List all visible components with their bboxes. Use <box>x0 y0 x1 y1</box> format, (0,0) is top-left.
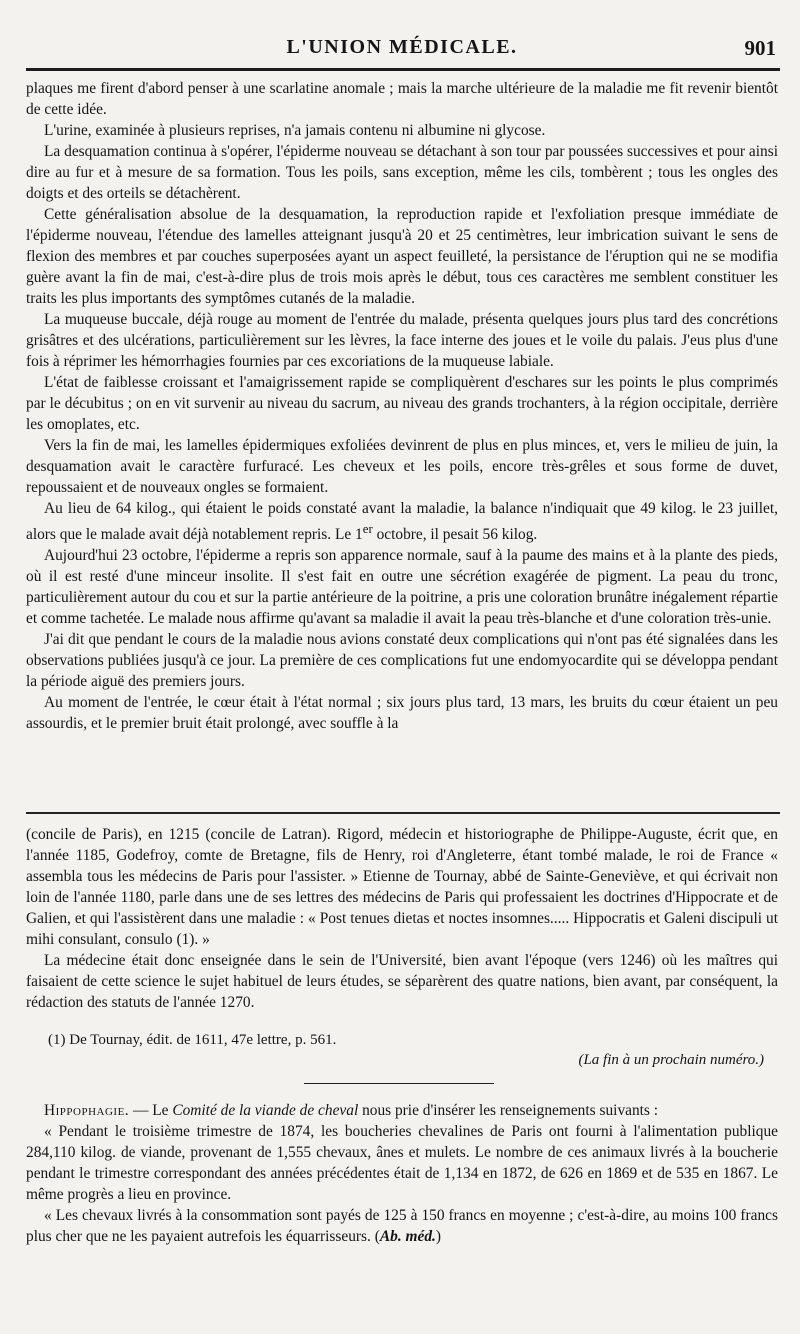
paragraph <box>26 1205 778 1247</box>
paragraph: « Pendant le troisième trimestre de 1874, les boucheries chevalines de Paris ont fourni à l'alimentation publique 284,110 kilog. de viande, provenant de 1,555 chevaux, ânes et mulets. Le nombre de ces animaux livrés à la boucherie pendant le trimestre correspondant des années précédentes était de 1,134 en 1872, de 626 en 1869 et de 535 en 1867. Le même progrès a lieu en province. <box>26 1123 778 1203</box>
paragraph-text: Au lieu de 64 kilog., qui étaient le poids constaté avant la maladie, la balance n'indiquait que 49 kilog. le 23 juillet, alors que le malade avait déjà notablement repris. Le 1 <box>26 500 778 544</box>
section-divider <box>304 1083 494 1084</box>
paragraph: La desquamation continua à s'opérer, l'épiderme nouveau se détachant à son tour par poussées successives et pour ainsi dire au fur et à mesure de sa formation. Tous les poils, sans exception, même les cils, tombèrent ; tous les ongles des doigts et des orteils se détachèrent. <box>26 143 778 202</box>
paragraph-text: « Les chevaux livrés à la consommation sont payés de 125 à 150 francs en moyenne ; c'est-à-dire, au moins 100 francs plus cher que ne les payaient autrefois les équarrisseurs. ( <box>26 1207 778 1245</box>
paragraph: plaques me firent d'abord penser à une scarlatine anomale ; mais la marche ultérieure de la maladie me fit revenir bientôt de cette idée. <box>26 80 778 118</box>
superscript: er <box>362 522 373 536</box>
paragraph <box>26 498 778 545</box>
paragraph-text: ) <box>435 1228 442 1245</box>
continued-note: (La fin à un prochain numéro.) <box>578 1052 764 1068</box>
header-rule <box>26 68 780 71</box>
paragraph: L'état de faiblesse croissant et l'amaigrissement rapide se compliquèrent d'eschares sur les points le plus comprimés par le décubitus ; on en vit survenir au niveau du sacrum, au niveau des grands trochanters, à la région occipitale, derrière les omoplates, etc. <box>26 374 778 433</box>
running-title: L'UNION MÉDICALE. <box>286 36 518 58</box>
news-section <box>26 1100 778 1247</box>
paragraph: Aujourd'hui 23 octobre, l'épiderme a repris son apparence normale, sauf à la paume des mains et à la plante des pieds, où il est resté d'une minceur insolite. Il s'est fait en outre une sécrétion exagérée de pigment. La peau du tronc, particulièrement autour du cou et sur la partie antérieure de la poitrine, a pris une coloration brunâtre inégalement répartie et comme tachetée. Le malade nous affirme qu'avant sa maladie il avait la peau très-blanche et d'une coloration très-unie. <box>26 547 778 628</box>
source-citation: Ab. méd. <box>379 1228 436 1245</box>
feuilleton-rule <box>26 812 780 814</box>
paragraph-text: octobre, il pesait 56 kilog. <box>372 526 538 544</box>
paragraph-text: nous prie d'insérer les renseignements suivants : <box>358 1102 659 1119</box>
paragraph: Cette généralisation absolue de la desquamation, la reproduction rapide et l'exfoliation presque immédiate de l'épiderme nouveau, l'étendue des lamelles atteignant jusqu'à 20 et 25 centimètres, leur imbrication suivant le sens de flexion des membres et par couches superposées ayant un aspect feuilleté, la persistance de l'éruption qui ne se modifia guère avant la fin de mai, c'est-à-dire plus de trois mois après le début, tous ces caractères me semblent constituer les traits les plus importants des symptômes cutanés de la maladie. <box>26 206 778 307</box>
paragraph: La médecine était donc enseignée dans le sein de l'Université, bien avant l'époque (vers 1246) où les maîtres qui faisaient de cette science le sujet habituel de leurs études, se séparèrent des quatre nations, bien avant, par conséquent, la rédaction des statuts de l'année 1270. <box>26 952 778 1011</box>
paragraph: La muqueuse buccale, déjà rouge au moment de l'entrée du malade, présenta quelques jours plus tard des concrétions grisâtres et des ulcérations, particulièrement sur les lèvres, la face interne des joues et le voile du palais. J'eus plus d'une fois à réprimer les hémorrhagies fournies par ces excoriations de la muqueuse labiale. <box>26 311 778 370</box>
paragraph-text: — Le <box>129 1102 173 1119</box>
paragraph <box>26 1100 778 1121</box>
page-number: 901 <box>744 36 776 60</box>
committee-name: Comité de la viande de cheval <box>172 1102 359 1119</box>
feuilleton-section <box>26 824 778 1013</box>
paragraph: Au moment de l'entrée, le cœur était à l'état normal ; six jours plus tard, 13 mars, les bruits du cœur étaient un peu assourdis, et le premier bruit était prolongé, avec souffle à la <box>26 694 778 733</box>
page-header <box>22 36 782 66</box>
paragraph: (concile de Paris), en 1215 (concile de Latran). Rigord, médecin et historiographe de Philippe-Auguste, écrit que, en l'année 1185, Godefroy, comte de Bretagne, fils de Henry, roi d'Angleterre, étant tombé malade, le roi de France « assembla tous les médecins de Paris pour l'assister. » Etienne de Tournay, abbé de Sainte-Geneviève, et qui écrivait non loin de l'année 1180, parle dans une de ses lettres des médecins de Paris qui professaient les doctrines d'Hippocrate et de Galien, et qui l'assistèrent dans une maladie : « Post tenues dietas et noctes insomnes..... Hippocratis et Galeni discipuli ut mihi consulant, consulo (1). » <box>26 826 778 948</box>
paragraph: L'urine, examinée à plusieurs reprises, n'a jamais contenu ni albumine ni glycose. <box>44 122 546 139</box>
paragraph: J'ai dit que pendant le cours de la maladie nous avions constaté deux complications qui n'ont pas été signalées dans les observations publiées jusqu'à ce jour. La première de ces complications fut une endomyocardite qui se développa pendant la période aiguë des premiers jours. <box>26 631 778 691</box>
footnote: (1) De Tournay, édit. de 1611, 47e lettre, p. 561. <box>48 1032 337 1048</box>
paragraph: Vers la fin de mai, les lamelles épidermiques exfoliées devinrent de plus en plus minces, et, vers le milieu de juin, la desquamation avait le caractère furfuracé. Les cheveux et les poils, encore très-grêles et sous forme de duvet, repoussaient et de nouveaux ongles se formaient. <box>26 437 778 496</box>
article-body <box>26 78 778 734</box>
news-heading: Hippophagie. <box>44 1102 130 1119</box>
